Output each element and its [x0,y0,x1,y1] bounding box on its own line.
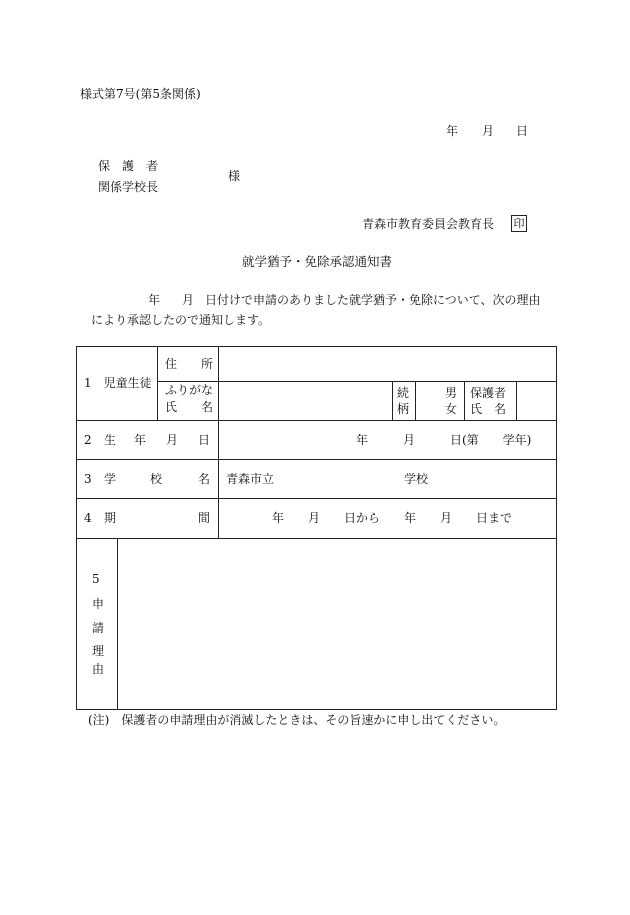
address-label: 住 所 [165,357,214,371]
row3-c1: 学 [104,472,117,486]
row3-num: 3 [84,472,92,486]
school-suffix: 学校 [404,472,429,486]
period-text: 年 月 日から 年 月 日まで [272,511,513,525]
guardian-label-1: 保護者 [470,386,507,400]
row3-c2: 校 [150,472,163,486]
body-month: 月 [182,293,195,307]
body-line1: 日付けで申請のありました就学猶予・免除について、次の理由 [205,293,541,307]
recipient-guardian: 保 護 者 [98,159,159,173]
row5-c3: 請 [92,621,105,635]
sender-name: 青森市教育委員会教育長 [362,217,495,231]
gender-female: 女 [445,402,458,416]
row2-c2: 年 [134,433,147,447]
name-label: 氏 名 [165,400,214,414]
furigana-label: ふりがな [165,383,214,397]
school-prefix: 青森市立 [226,472,275,486]
row2-c1: 生 [104,433,117,447]
birth-year: 年 [356,433,369,447]
recipient-principal: 関係学校長 [98,180,159,194]
date-day: 日 [516,124,529,138]
row2-num: 2 [84,433,92,447]
row5-num: 5 [92,572,100,586]
body-line2: により承認したので通知します。 [91,313,271,327]
row2-c3: 月 [166,433,179,447]
row4-c1: 期 [104,511,117,525]
birth-day-grade: 日(第 学年) [450,433,532,447]
row2-c4: 日 [198,433,211,447]
body-year: 年 [148,293,161,307]
relation-label-1: 続 [397,386,410,400]
document-title: 就学猶予・免除承認通知書 [242,254,393,269]
birth-month: 月 [403,433,416,447]
row4-c2: 間 [198,511,211,525]
guardian-label-2: 氏 名 [470,402,507,416]
seal-stamp: 印 [511,215,527,232]
form-number: 様式第7号(第5条関係) [80,87,201,101]
date-month: 月 [482,124,495,138]
form-table [76,346,557,710]
gender-male: 男 [445,386,458,400]
row5-c2: 申 [92,597,105,611]
row5-c4: 理 [92,644,105,658]
row1-label: 1 児童生徒 [84,376,152,390]
row3-c3: 名 [198,472,211,486]
row5-c5: 由 [92,662,105,676]
date-year: 年 [446,124,459,138]
row4-num: 4 [84,511,92,525]
recipient-honorific: 様 [228,169,241,183]
footnote: (注) 保護者の申請理由が消滅したときは、その旨速かに申し出てください。 [88,713,506,727]
relation-label-2: 柄 [397,402,410,416]
